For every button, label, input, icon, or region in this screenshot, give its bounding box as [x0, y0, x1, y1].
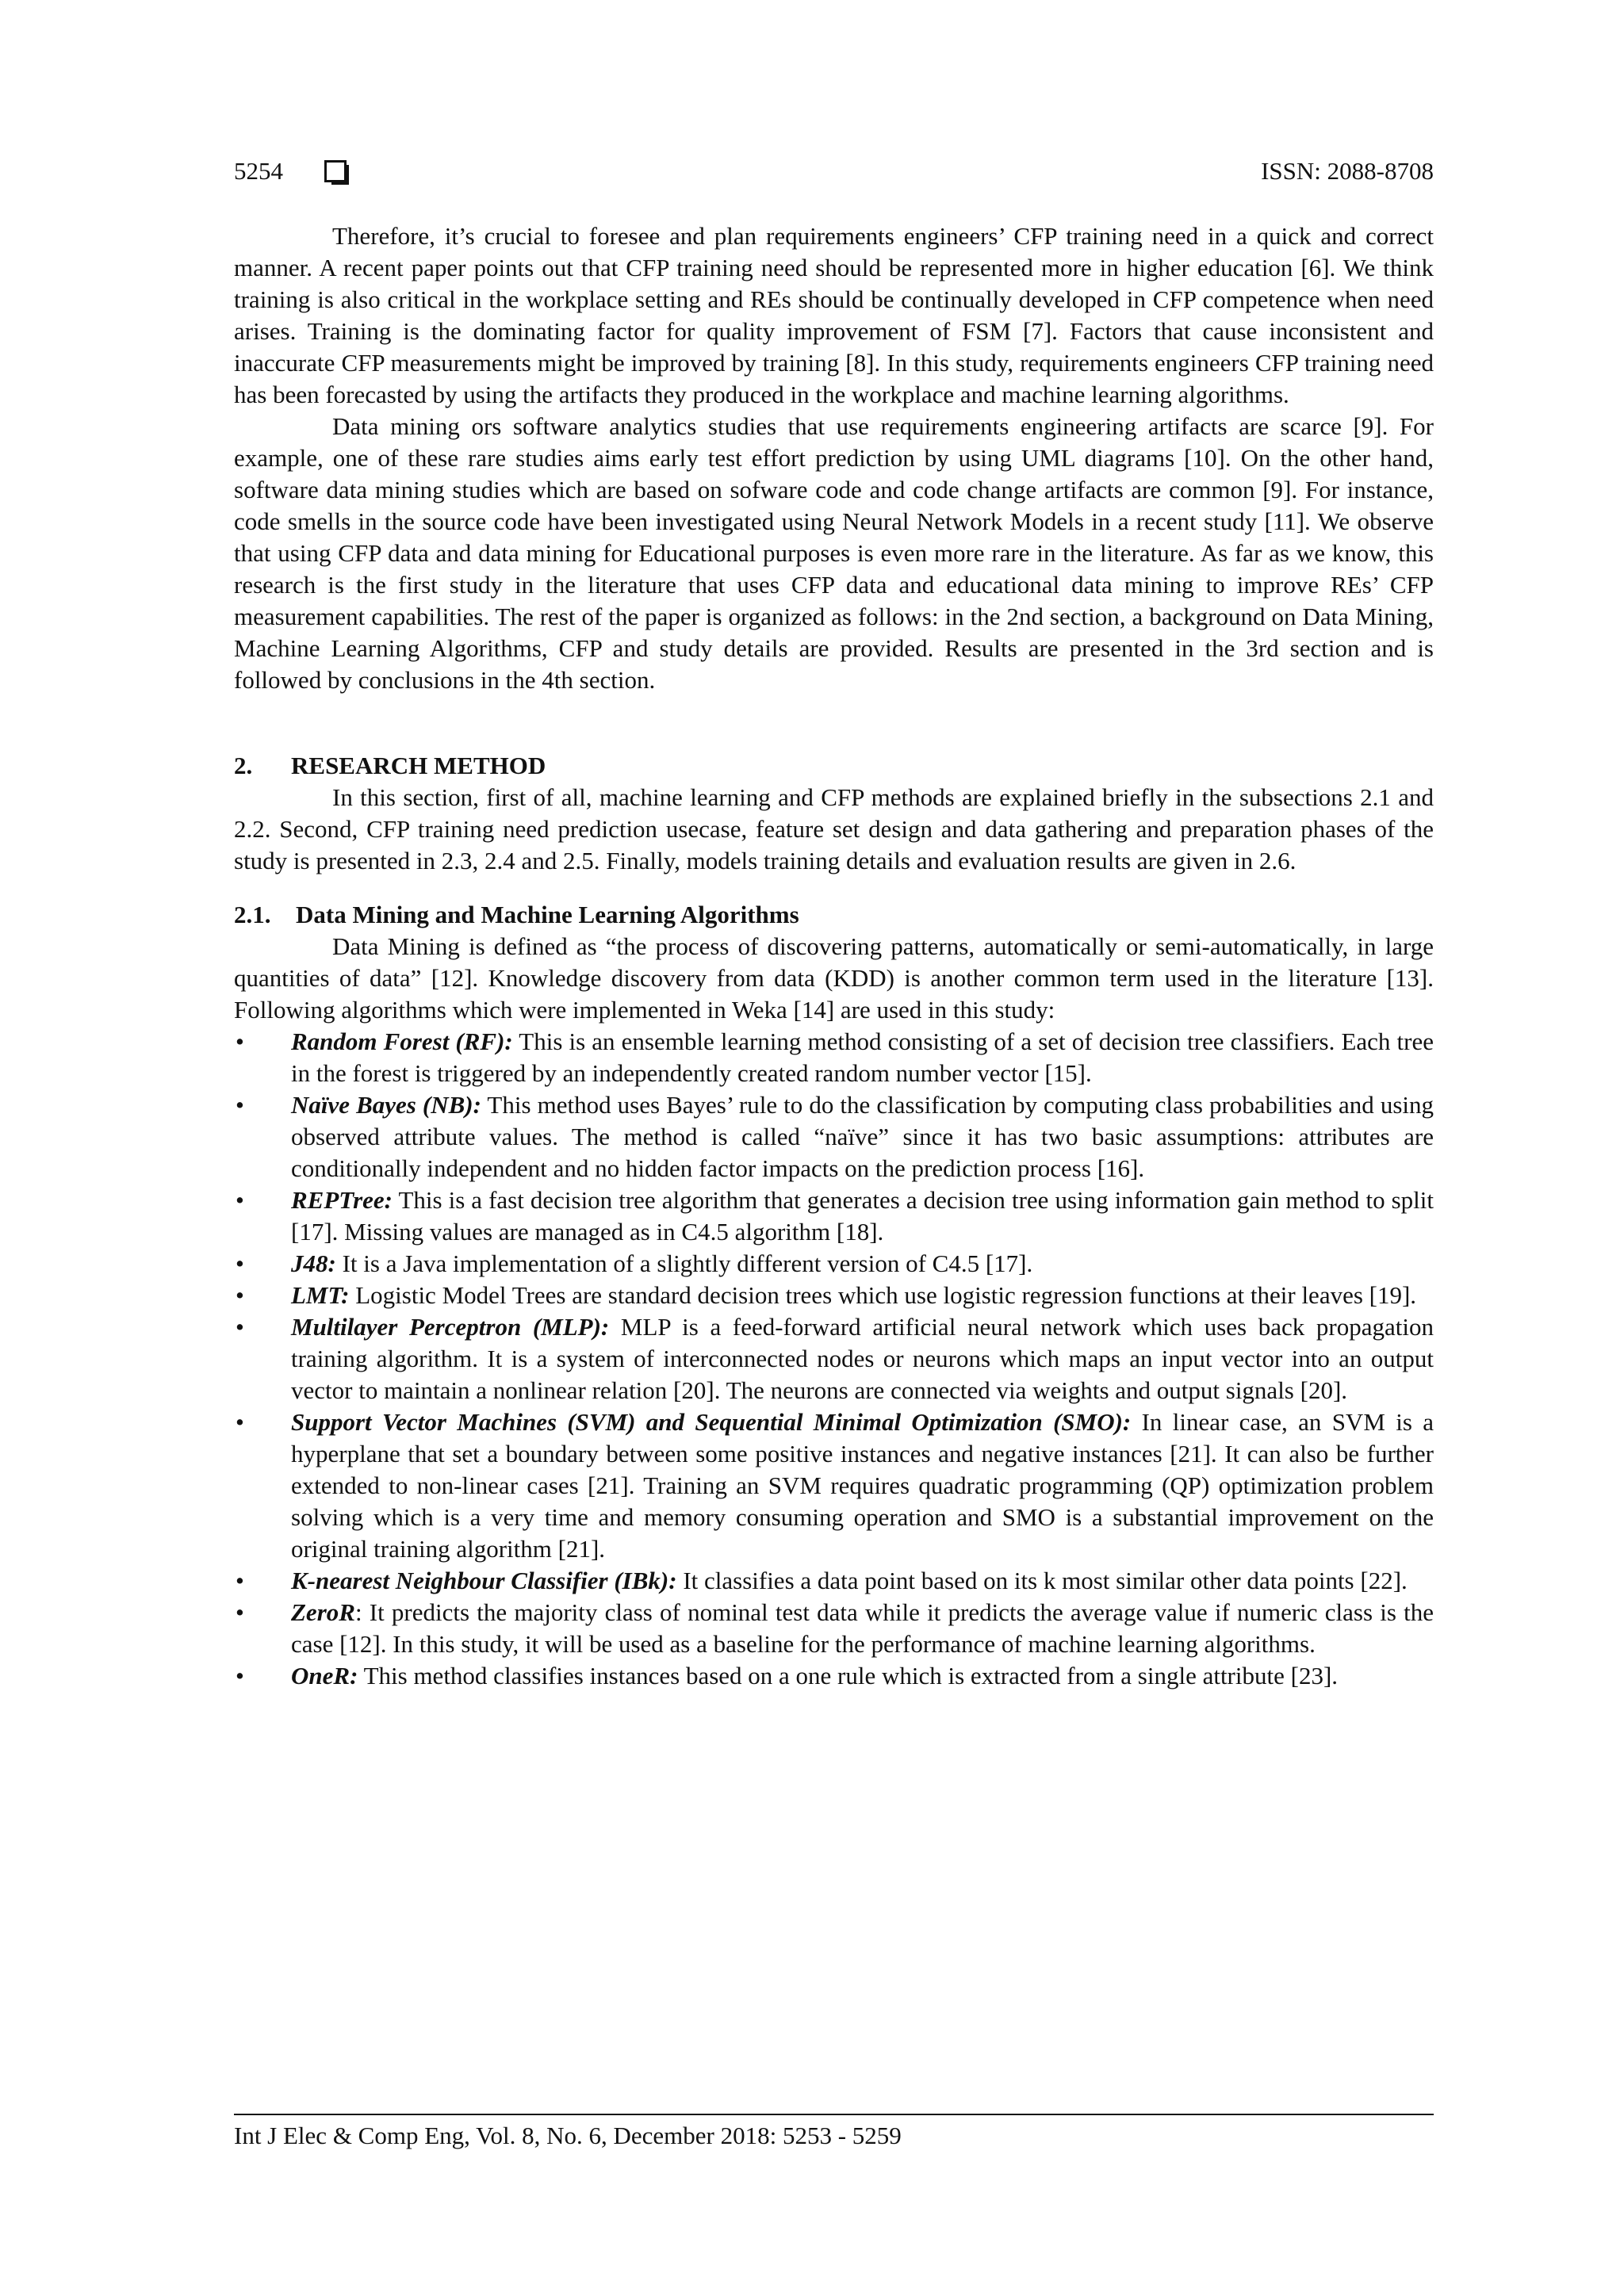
- footer-citation: Int J Elec & Comp Eng, Vol. 8, No. 6, December 2018: 5253 - 5259: [234, 2122, 902, 2149]
- list-item: [234, 1660, 1434, 1692]
- bullet-icon: •: [236, 1313, 244, 1341]
- intro-paragraph-1: Therefore, it’s crucial to foresee and plan requirements engineers’ CFP training need in a quick and correct manner. A recent paper points out that CFP training need should be represented more in higher education [6]. We think training is also critical in the workplace setting and REs should be continually developed in CFP competence when need arises. Training is the dominating factor for quality improvement of FSM [7]. Factors that cause inconsistent and inaccurate CFP measurements might be improved by training [8]. In this study, requirements engineers CFP training need has been forecasted by using the artifacts they produced in the workplace and machine learning algorithms.: [234, 222, 1434, 408]
- algorithm-name: Multilayer Perceptron (MLP):: [291, 1313, 610, 1341]
- algorithm-name: LMT:: [291, 1281, 350, 1309]
- algorithm-description: This method classifies instances based on a one rule which is extracted from a single attribute [23].: [358, 1662, 1339, 1689]
- algorithm-description: It classifies a data point based on its k most similar other data points [22].: [676, 1567, 1408, 1594]
- algorithm-name: OneR:: [291, 1662, 358, 1689]
- square-outline-icon: [324, 160, 347, 182]
- page-header: [234, 155, 1434, 187]
- bullet-icon: •: [236, 1408, 244, 1436]
- bullet-icon: •: [236, 1567, 244, 1594]
- algorithm-description: It is a Java implementation of a slightly different version of C4.5 [17].: [335, 1249, 1033, 1277]
- algorithm-list: [234, 1026, 1434, 1692]
- algorithm-description: This is a fast decision tree algorithm that generates a decision tree using information gain method to split [17]. Missing values are managed as in C4.5 algorithm [18].: [291, 1186, 1434, 1246]
- list-item: [234, 1406, 1434, 1565]
- list-item: [234, 1026, 1434, 1089]
- list-item: [234, 1565, 1434, 1597]
- subsection-title: Data Mining and Machine Learning Algorithms: [296, 901, 799, 928]
- page-body: [234, 220, 1434, 1692]
- list-item: [234, 1311, 1434, 1406]
- page-number: 5254: [234, 157, 283, 185]
- header-left: [234, 155, 347, 187]
- list-item: [234, 1184, 1434, 1248]
- algorithm-name: J48:: [291, 1249, 336, 1277]
- page-footer: [234, 2114, 1434, 2152]
- issn-label: ISSN: 2088-8708: [1261, 157, 1434, 185]
- subsection-heading: [234, 899, 1434, 931]
- subsection-number: 2.1.: [234, 901, 271, 928]
- bullet-icon: •: [236, 1249, 244, 1277]
- list-item: [234, 1280, 1434, 1311]
- algorithm-description: This is an ensemble learning method consisting of a set of decision tree classifiers. Each tree in the forest is triggered by an independently created random number vector [15].: [291, 1027, 1434, 1087]
- algorithm-description: Logistic Model Trees are standard decision trees which use logistic regression functions at their leaves [19].: [349, 1281, 1417, 1309]
- algorithm-name: REPTree:: [291, 1186, 393, 1214]
- algorithm-description: : It predicts the majority class of nominal test data while it predicts the average value if numeric class is the case [12]. In this study, it will be used as a baseline for the performance of machine learning algorithms.: [291, 1598, 1434, 1658]
- intro-paragraph-2: Data mining ors software analytics studies that use requirements engineering artifacts are scarce [9]. For example, one of these rare studies aims early test effort prediction by using UML diagrams [10]. On the other hand, software data mining studies which are based on sofware code and code change artifacts are common [9]. For instance, code smells in the source code have been investigated using Neural Network Models in a recent study [11]. We observe that using CFP data and data mining for Educational purposes is even more rare in the literature. As far as we know, this research is the first study in the literature that uses CFP data and educational data mining to improve REs’ CFP measurement capabilities. The rest of the paper is organized as follows: in the 2nd section, a background on Data Mining, Machine Learning Algorithms, CFP and study details are provided. Results are presented in the 3rd section and is followed by conclusions in the 4th section.: [234, 412, 1434, 694]
- algorithm-name: Random Forest (RF):: [291, 1027, 513, 1055]
- subsection-paragraph: Data Mining is defined as “the process of discovering patterns, automatically or semi-automatically, in large quantities of data” [12]. Knowledge discovery from data (KDD) is another common term used in the literature [13]. Following algorithms which were implemented in Weka [14] are used in this study:: [234, 932, 1434, 1024]
- list-item: [234, 1597, 1434, 1660]
- section-paragraph: In this section, first of all, machine learning and CFP methods are explained briefly in the subsections 2.1 and 2.2. Second, CFP training need prediction usecase, feature set design and data gathering and preparation phases of the study is presented in 2.3, 2.4 and 2.5. Finally, models training details and evaluation results are given in 2.6.: [234, 783, 1434, 874]
- bullet-icon: •: [236, 1662, 244, 1689]
- algorithm-name: ZeroR: [291, 1598, 355, 1626]
- bullet-icon: •: [236, 1027, 244, 1055]
- section-title: RESEARCH METHOD: [291, 752, 546, 779]
- bullet-icon: •: [236, 1281, 244, 1309]
- algorithm-name: K-nearest Neighbour Classifier (IBk):: [291, 1567, 677, 1594]
- algorithm-name: Naïve Bayes (NB):: [291, 1091, 481, 1119]
- section-number: 2.: [234, 752, 253, 779]
- bullet-icon: •: [236, 1598, 244, 1626]
- bullet-icon: •: [236, 1091, 244, 1119]
- list-item: [234, 1248, 1434, 1280]
- section-heading: [234, 750, 1434, 782]
- list-item: [234, 1089, 1434, 1184]
- algorithm-description: MLP is a feed-forward artificial neural network which uses back propagation training algorithm. It is a system of interconnected nodes or neurons which maps an input vector into an output vector to maintain a nonlinear relation [20]. The neurons are connected via weights and output signals [20].: [291, 1313, 1434, 1404]
- bullet-icon: •: [236, 1186, 244, 1214]
- algorithm-name: Support Vector Machines (SVM) and Sequential Minimal Optimization (SMO):: [291, 1408, 1132, 1436]
- algorithm-description: In linear case, an SVM is a hyperplane that set a boundary between some positive instances and negative instances [21]. It can also be further extended to non-linear cases [21]. Training an SVM requires quadratic programming (QP) optimization problem solving which is a very time and memory consuming operation and SMO is a substantial improvement on the original training algorithm [21].: [291, 1408, 1434, 1563]
- algorithm-description: This method uses Bayes’ rule to do the classification by computing class probabilities and using observed attribute values. The method is called “naïve” since it has two basic assumptions: attributes are conditionally independent and no hidden factor impacts on the prediction process [16].: [291, 1091, 1434, 1182]
